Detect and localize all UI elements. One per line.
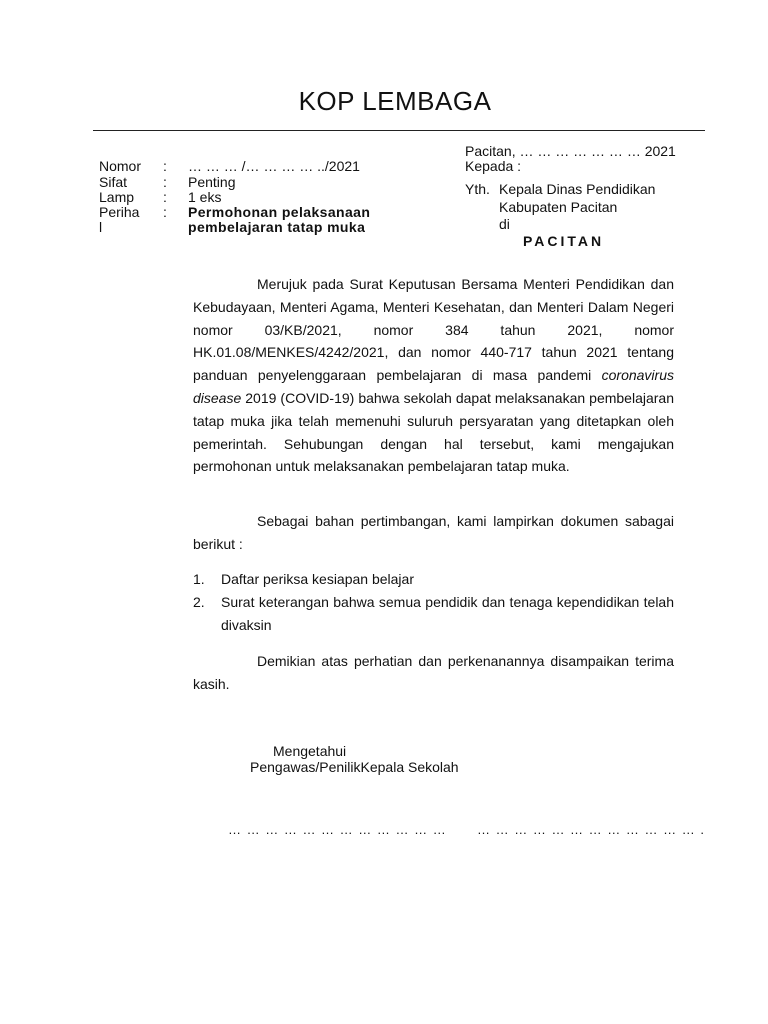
perihal-label: Periha [99, 204, 140, 220]
letterhead-title: KOP LEMBAGA [298, 86, 492, 116]
signature-line-right: … … … … … … … … … … … … . [477, 822, 705, 837]
recipient-di: di [499, 216, 510, 232]
attachment-list [193, 568, 674, 636]
lamp-label: Lamp [99, 189, 135, 205]
sifat-colon: : [163, 174, 167, 190]
body-paragraph-1 [193, 273, 674, 478]
recipient-city: PACITAN [523, 233, 605, 249]
body-paragraph-2 [193, 510, 674, 556]
lamp-colon: : [163, 189, 167, 205]
signature-line-left: … … … … … … … … … … … … [228, 822, 447, 837]
pengawas-label [250, 759, 459, 775]
list-item [193, 568, 674, 591]
paragraph-1-text: Merujuk pada Surat Keputusan Bersama Menteri Pendidikan dan Kebudayaan, Menteri Agama, Menteri Kesehatan, dan Menteri Dalam Negeri nomor 03/KB/2021, nomor 384 tahun 2021, nomor HK.01.08/MENKES/4242/2021, dan nomor 440-717 tahun 2021 tentang panduan penyelenggaraan pembelajaran di masa pandemi [193, 276, 674, 384]
perihal-label-wrap: l [99, 219, 103, 235]
nomor-value: … … … /… … … … ../2021 [188, 158, 360, 174]
list-item-text: Daftar periksa kesiapan belajar [221, 571, 414, 587]
mengetahui-label: Mengetahui [273, 743, 347, 759]
sifat-label: Sifat [99, 174, 128, 190]
body-paragraph-3 [193, 650, 674, 696]
perihal-value-wrap: pembelajaran tatap muka [188, 219, 366, 235]
perihal-value: Permohonan pelaksanaan [188, 204, 371, 220]
nomor-label: Nomor [99, 158, 142, 174]
paragraph-3-text: Demikian atas perhatian dan perkenanannya disampaikan terima kasih. [193, 653, 674, 692]
list-item-text: Surat keterangan bahwa semua pendidik dan tenaga kependidikan telah divaksin [221, 593, 674, 633]
recipient-line-1: Kepala Dinas Pendidikan [499, 181, 656, 197]
header-rule [93, 130, 705, 131]
kepada-label: Kepada : [465, 158, 522, 174]
list-item-number: 1. [193, 571, 205, 587]
kepala-sekolah-text: Kepala Sekolah [360, 759, 459, 775]
pengawas-text: Pengawas/Penilik [250, 759, 361, 775]
paragraph-1-text-cont: 2019 (COVID-19) bahwa sekolah dapat melaksanakan pembelajaran tatap muka jika telah memenuhi suluruh persyaratan yang ditetapkan oleh pemerintah. Sehubungan dengan hal tersebut, kami mengajukan permohonan untuk melaksanakan pembelajaran tatap muka. [193, 389, 674, 475]
sifat-value: Penting [188, 174, 236, 190]
recipient-line-2: Kabupaten Pacitan [499, 199, 618, 215]
lamp-value: 1 eks [188, 189, 222, 205]
list-item [193, 591, 674, 637]
paragraph-1-italic: coronavirus disease [193, 367, 674, 406]
yth-label: Yth. [465, 181, 490, 197]
place-date: Pacitan, … … … … … … … 2021 [465, 143, 676, 159]
paragraph-2-text: Sebagai bahan pertimbangan, kami lampirkan dokumen sabagai berikut : [193, 513, 674, 552]
perihal-colon: : [163, 204, 167, 220]
nomor-colon: : [163, 158, 167, 174]
list-item-number: 2. [193, 593, 205, 610]
